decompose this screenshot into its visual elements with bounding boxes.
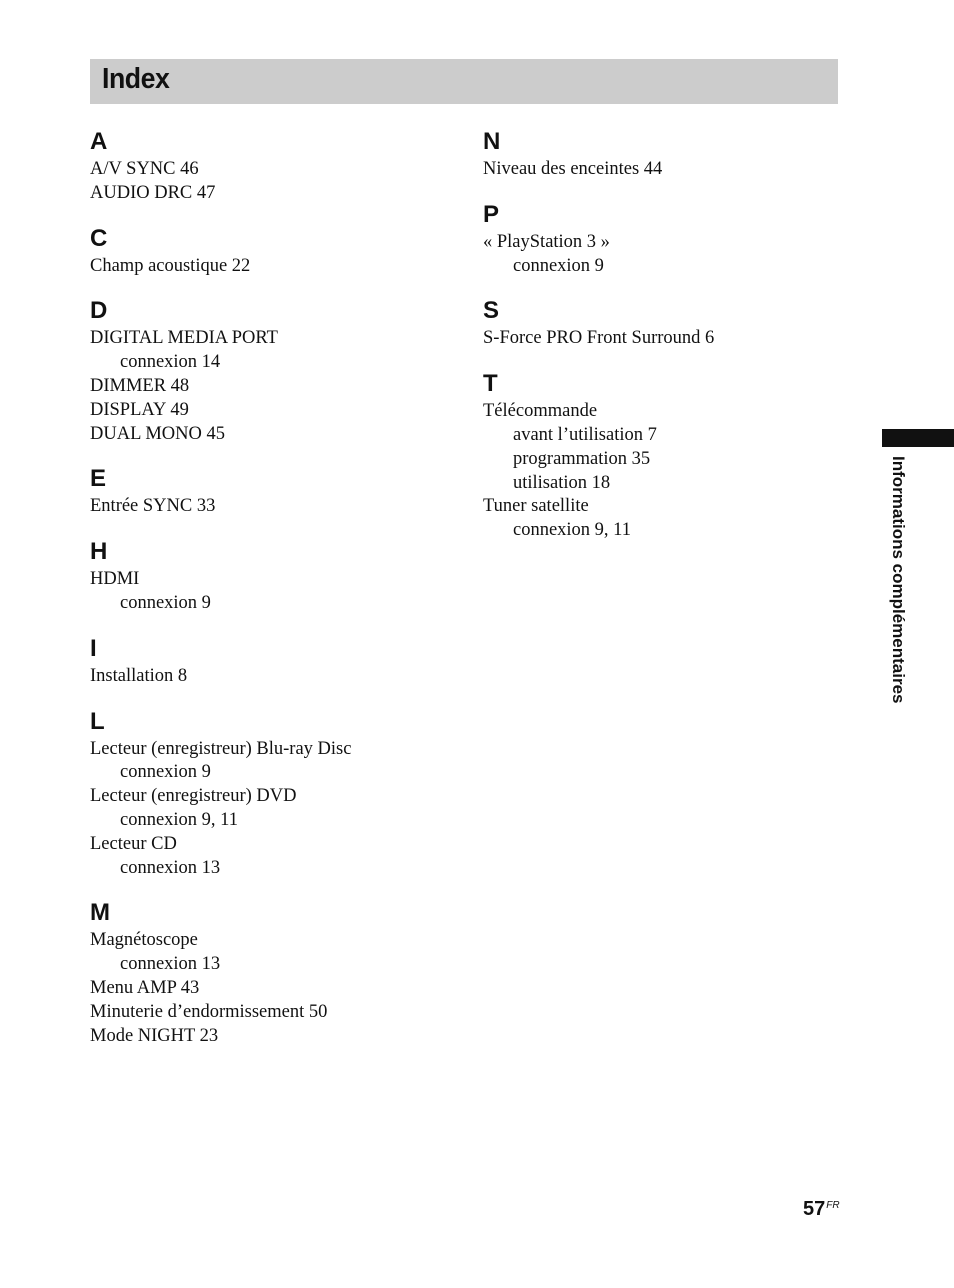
index-entry: Lecteur (enregistreur) Blu-ray Disc — [90, 738, 352, 759]
index-entry: DISPLAY 49 — [90, 399, 189, 420]
section-letter: H — [90, 538, 108, 566]
index-entry: Menu AMP 43 — [90, 977, 200, 998]
index-column-left — [90, 126, 450, 1065]
page-number-suffix: FR — [826, 1200, 840, 1211]
section-letter: P — [483, 200, 500, 228]
index-section-a — [90, 126, 450, 206]
index-entry: « PlayStation 3 » — [483, 231, 610, 252]
index-entry: AUDIO DRC 47 — [90, 182, 216, 203]
index-entry: DIGITAL MEDIA PORT — [90, 328, 278, 349]
index-section-p — [483, 199, 843, 279]
section-letter: S — [483, 297, 500, 325]
section-letter: N — [483, 128, 501, 155]
index-entry: HDMI — [90, 569, 140, 590]
index-subentry: connexion 9 — [120, 592, 211, 613]
index-entry: Champ acoustique 22 — [90, 255, 251, 276]
index-section-m — [90, 897, 450, 1048]
index-subentry: connexion 13 — [120, 954, 221, 975]
index-entry: Mode NIGHT 23 — [90, 1025, 219, 1046]
section-letter: L — [90, 707, 105, 735]
index-subentry: connexion 13 — [120, 857, 221, 878]
index-subentry: connexion 14 — [120, 352, 221, 373]
index-entry: Installation 8 — [90, 665, 188, 686]
index-section-t — [483, 368, 843, 543]
index-entry: Niveau des enceintes 44 — [483, 159, 663, 179]
page-title: Index — [102, 63, 170, 95]
index-entry: DIMMER 48 — [90, 375, 190, 396]
index-entry: Minuterie d’endormissement 50 — [90, 1001, 328, 1022]
index-entry: Télécommande — [483, 401, 598, 422]
page-number — [803, 1198, 840, 1221]
index-subentry: connexion 9, 11 — [513, 520, 632, 541]
section-letter: D — [90, 297, 108, 325]
section-letter: I — [90, 634, 97, 662]
index-entry: Magnétoscope — [90, 930, 198, 951]
index-section-d — [90, 295, 450, 446]
index-entry: DUAL MONO 45 — [90, 423, 225, 444]
index-column-right — [483, 126, 843, 560]
index-entry: Lecteur CD — [90, 833, 177, 854]
index-section-s — [483, 295, 843, 351]
section-tab-marker — [882, 429, 954, 447]
index-subentry: programmation 35 — [513, 448, 651, 469]
index-subentry: connexion 9 — [120, 762, 211, 783]
index-entry: Entrée SYNC 33 — [90, 496, 216, 517]
index-entry: Tuner satellite — [483, 496, 589, 517]
index-section-i — [90, 633, 450, 689]
section-letter: A — [90, 128, 108, 155]
section-letter: C — [90, 224, 108, 252]
side-section-label: Informations complémentaires — [889, 456, 908, 704]
index-subentry: connexion 9, 11 — [120, 809, 239, 830]
section-letter: M — [90, 899, 110, 927]
index-entry: A/V SYNC 46 — [90, 159, 199, 179]
index-section-n — [483, 126, 843, 182]
section-letter: T — [483, 370, 498, 398]
index-subentry: utilisation 18 — [513, 472, 611, 493]
index-subentry: avant l’utilisation 7 — [513, 424, 657, 445]
index-section-l — [90, 706, 450, 881]
index-section-h — [90, 536, 450, 616]
section-letter: E — [90, 465, 107, 493]
page-number-value: 57 — [803, 1198, 826, 1220]
index-section-c — [90, 223, 450, 279]
index-entry: Lecteur (enregistreur) DVD — [90, 786, 297, 807]
title-bar — [90, 59, 838, 104]
index-section-e — [90, 463, 450, 519]
index-subentry: connexion 9 — [513, 255, 604, 276]
index-entry: S-Force PRO Front Surround 6 — [483, 328, 715, 349]
